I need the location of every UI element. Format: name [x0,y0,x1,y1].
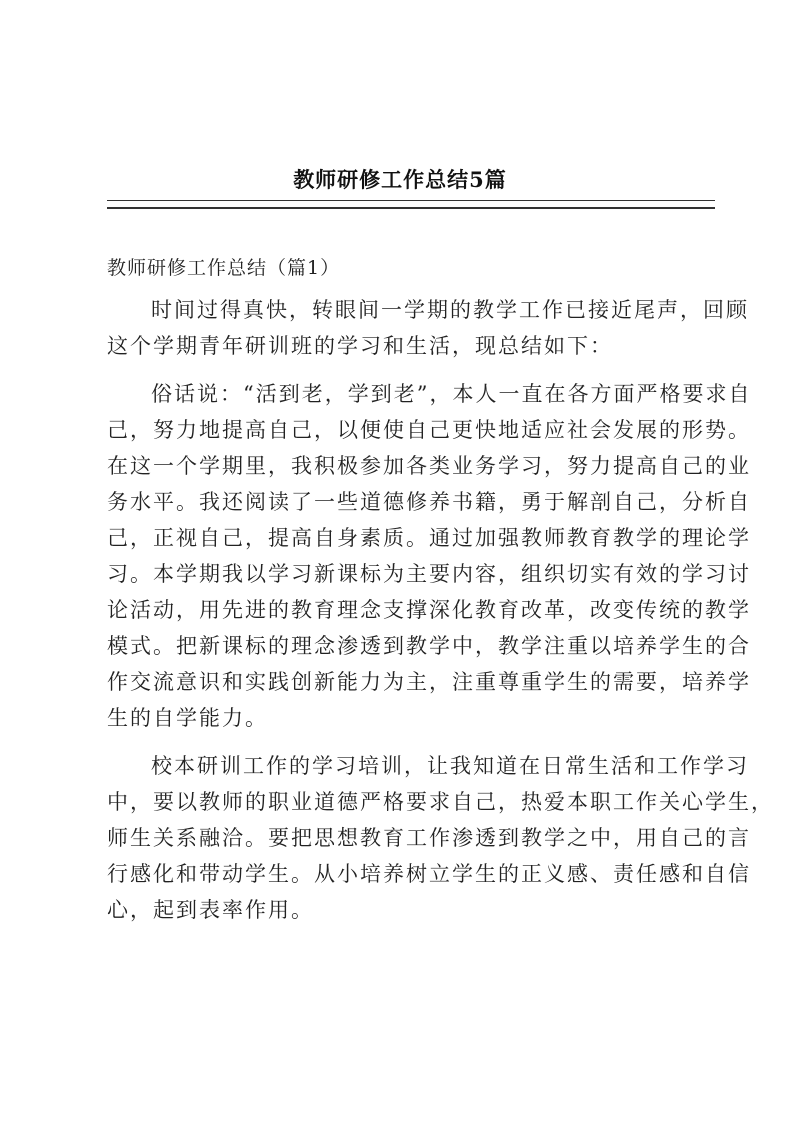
paragraph-line: 行感化和带动学生。从小培养树立学生的正义感、责任感和自信 [107,862,751,886]
paragraph-line: 己，努力地提高自己，以便使自己更快地适应社会发展的形势。 [107,418,751,442]
document-title: 教师研修工作总结5篇 [293,167,507,192]
document-body [107,248,774,940]
paragraph-line: 己，正视自己，提高自身素质。通过加强教师教育教学的理论学 [107,526,751,550]
paragraph-line: 师生关系融洽。要把思想教育工作渗透到教学之中，用自己的言 [107,826,751,850]
body-paragraph [107,376,752,736]
section-heading: 教师研修工作总结（篇1） [107,257,341,279]
paragraph-line: 模式。把新课标的理念渗透到教学中，教学注重以培养学生的合 [107,634,751,658]
paragraph-line: 务水平。我还阅读了一些道德修养书籍，勇于解剖自己，分析自 [107,490,751,514]
paragraph-line: 中，要以教师的职业道德严格要求自己，热爱本职工作关心学生， [107,790,774,814]
paragraph-line: 心，起到表率作用。 [107,898,314,922]
body-paragraph [107,292,749,364]
paragraph-line: 校本研训工作的学习培训，让我知道在日常生活和工作学习 [151,754,749,778]
paragraph-line: 这个学期青年研训班的学习和生活，现总结如下： [107,334,613,358]
paragraph-line: 俗话说：“活到老，学到老”，本人一直在各方面严格要求自 [151,382,752,406]
paragraph-line: 习。本学期我以学习新课标为主要内容，组织切实有效的学习讨 [107,562,751,586]
paragraph-line: 在这一个学期里，我积极参加各类业务学习，努力提高自己的业 [107,454,751,478]
paragraph-line: 作交流意识和实践创新能力为主，注重尊重学生的需要，培养学 [107,670,751,694]
paragraph-line: 生的自学能力。 [107,706,268,730]
body-paragraph [107,748,774,928]
paragraph-line: 论活动，用先进的教育理念支撑深化教育改革，改变传统的教学 [107,598,751,622]
paragraph-list [107,292,774,928]
paragraph-line: 时间过得真快，转眼间一学期的教学工作已接近尾声，回顾 [151,298,749,322]
title-double-rule [107,200,715,209]
